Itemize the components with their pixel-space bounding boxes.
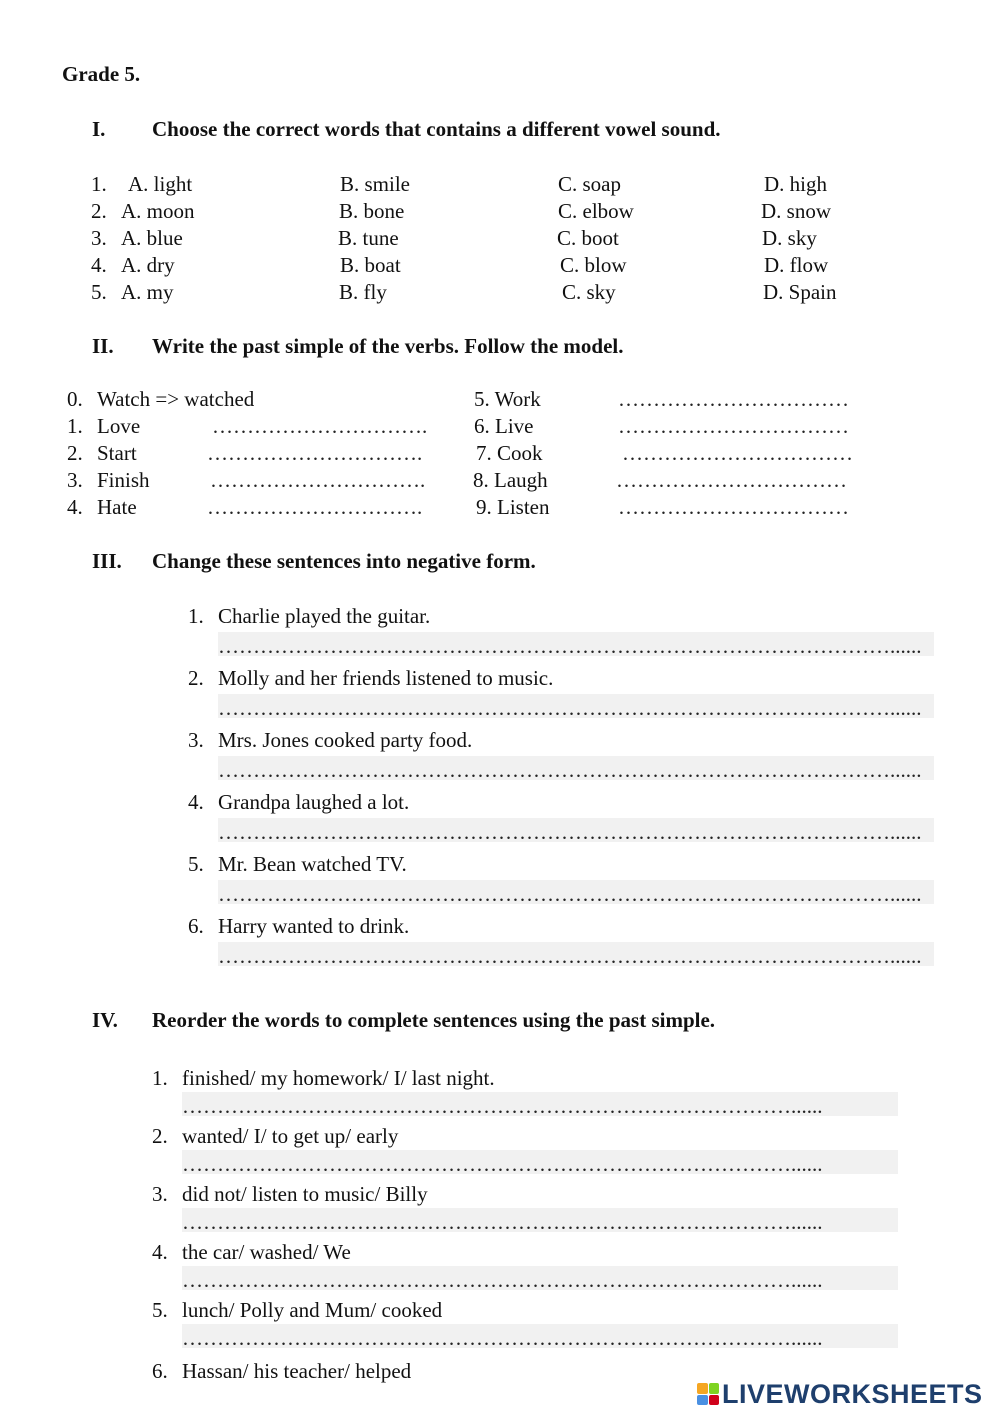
verb-label: 9. Listen: [476, 495, 550, 519]
brand-name: LIVEWORKSHEETS: [722, 1378, 983, 1409]
sentence-text: Charlie played the guitar.: [218, 604, 431, 628]
answer-field[interactable]: ……………………………………………………………………………………......: [218, 946, 922, 967]
logo-square-icon: [697, 1395, 708, 1406]
option-a[interactable]: A. blue: [121, 226, 183, 250]
option-c[interactable]: C. boot: [557, 226, 619, 250]
option-d[interactable]: D. snow: [761, 199, 832, 223]
logo-square-icon: [709, 1395, 720, 1406]
option-d[interactable]: D. Spain: [763, 280, 837, 304]
option-b[interactable]: B. smile: [340, 172, 411, 196]
option-a[interactable]: A. light: [128, 172, 193, 196]
answer-field[interactable]: ………………………….: [207, 495, 423, 519]
verb-label: 6. Live: [474, 414, 534, 438]
verb-label: Hate: [97, 495, 137, 519]
answer-field[interactable]: ……………………………: [616, 468, 847, 492]
verb-label: 8. Laugh: [473, 468, 548, 492]
model-number: 0.: [67, 387, 83, 411]
item-number: 3.: [67, 468, 83, 492]
option-b[interactable]: B. bone: [339, 199, 405, 223]
logo-square-icon: [709, 1383, 720, 1394]
item-number: 1.: [67, 414, 83, 438]
sentence-text: Mrs. Jones cooked party food.: [218, 728, 473, 752]
section3-title: Change these sentences into negative form.: [152, 549, 536, 573]
answer-field[interactable]: ……………………………………………………………………………………......: [218, 822, 922, 843]
section4-title: Reorder the words to complete sentences using the past simple.: [152, 1008, 716, 1032]
item-number: 2.: [67, 441, 83, 465]
answer-field[interactable]: ………………………….: [210, 468, 426, 492]
section1-number: I.: [92, 117, 106, 141]
model-example: Watch => watched: [97, 387, 255, 411]
item-number: 3.: [152, 1182, 168, 1206]
answer-field[interactable]: ……………………………: [622, 441, 853, 465]
option-b[interactable]: B. fly: [339, 280, 387, 304]
answer-field[interactable]: ……………………………………………………………………………………......: [218, 698, 922, 719]
answer-field[interactable]: ………………………….: [207, 441, 423, 465]
option-a[interactable]: A. dry: [121, 253, 175, 277]
item-number: 2.: [152, 1124, 168, 1148]
sentence-text: lunch/ Polly and Mum/ cooked: [182, 1298, 443, 1322]
item-number: 3.: [188, 728, 204, 752]
item-number: 4.: [152, 1240, 168, 1264]
section4-number: IV.: [92, 1008, 118, 1032]
option-c[interactable]: C. sky: [562, 280, 616, 304]
answer-field[interactable]: ……………………………: [618, 414, 849, 438]
item-number: 5.: [188, 852, 204, 876]
sentence-text: the car/ washed/ We: [182, 1240, 351, 1264]
option-c[interactable]: C. blow: [560, 253, 627, 277]
liveworksheets-logo-icon: [697, 1383, 719, 1405]
item-number: 5.: [152, 1298, 168, 1322]
grade-title: Grade 5.: [62, 62, 141, 86]
verb-label: Love: [97, 414, 141, 438]
item-number: 6.: [188, 914, 204, 938]
verb-label: Start: [97, 441, 137, 465]
item-number: 6.: [152, 1359, 168, 1383]
answer-field[interactable]: ……………………………………………………………………………......: [182, 1328, 823, 1349]
item-number: 1.: [91, 172, 107, 196]
section3-number: III.: [92, 549, 122, 573]
option-c[interactable]: C. soap: [558, 172, 621, 196]
answer-field[interactable]: ……………………………………………………………………………......: [182, 1212, 823, 1233]
logo-square-icon: [697, 1383, 708, 1394]
sentence-text: wanted/ I/ to get up/ early: [182, 1124, 399, 1148]
sentence-text: Molly and her friends listened to music.: [218, 666, 554, 690]
sentence-text: did not/ listen to music/ Billy: [182, 1182, 428, 1206]
item-number: 4.: [91, 253, 107, 277]
option-b[interactable]: B. tune: [338, 226, 399, 250]
answer-field[interactable]: ……………………………………………………………………………………......: [218, 760, 922, 781]
option-c[interactable]: C. elbow: [558, 199, 634, 223]
sentence-text: finished/ my homework/ I/ last night.: [182, 1066, 495, 1090]
option-d[interactable]: D. high: [764, 172, 827, 196]
sentence-text: Mr. Bean watched TV.: [218, 852, 407, 876]
option-a[interactable]: A. moon: [121, 199, 195, 223]
item-number: 3.: [91, 226, 107, 250]
verb-label: Finish: [97, 468, 150, 492]
item-number: 2.: [188, 666, 204, 690]
answer-field[interactable]: ……………………………: [618, 495, 849, 519]
option-d[interactable]: D. flow: [764, 253, 829, 277]
answer-field[interactable]: ………………………….: [212, 414, 428, 438]
option-b[interactable]: B. boat: [340, 253, 401, 277]
answer-field[interactable]: ……………………………………………………………………………......: [182, 1270, 823, 1291]
section2-title: Write the past simple of the verbs. Follow the model.: [152, 334, 624, 358]
liveworksheets-logo: [697, 1378, 983, 1409]
item-number: 1.: [188, 604, 204, 628]
section1-title: Choose the correct words that contains a different vowel sound.: [152, 117, 721, 141]
item-number: 4.: [67, 495, 83, 519]
answer-field[interactable]: ……………………………………………………………………………………......: [218, 884, 922, 905]
option-a[interactable]: A. my: [121, 280, 174, 304]
item-number: 4.: [188, 790, 204, 814]
item-number: 5.: [91, 280, 107, 304]
answer-field[interactable]: ……………………………………………………………………………......: [182, 1096, 823, 1117]
answer-field[interactable]: ……………………………: [618, 387, 849, 411]
verb-label: 5. Work: [474, 387, 541, 411]
section2-number: II.: [92, 334, 114, 358]
answer-field[interactable]: ……………………………………………………………………………………......: [218, 636, 922, 657]
item-number: 2.: [91, 199, 107, 223]
sentence-text: Grandpa laughed a lot.: [218, 790, 410, 814]
item-number: 1.: [152, 1066, 168, 1090]
verb-label: 7. Cook: [476, 441, 543, 465]
option-d[interactable]: D. sky: [762, 226, 817, 250]
sentence-text: Hassan/ his teacher/ helped: [182, 1359, 412, 1383]
answer-field[interactable]: ……………………………………………………………………………......: [182, 1154, 823, 1175]
sentence-text: Harry wanted to drink.: [218, 914, 410, 938]
